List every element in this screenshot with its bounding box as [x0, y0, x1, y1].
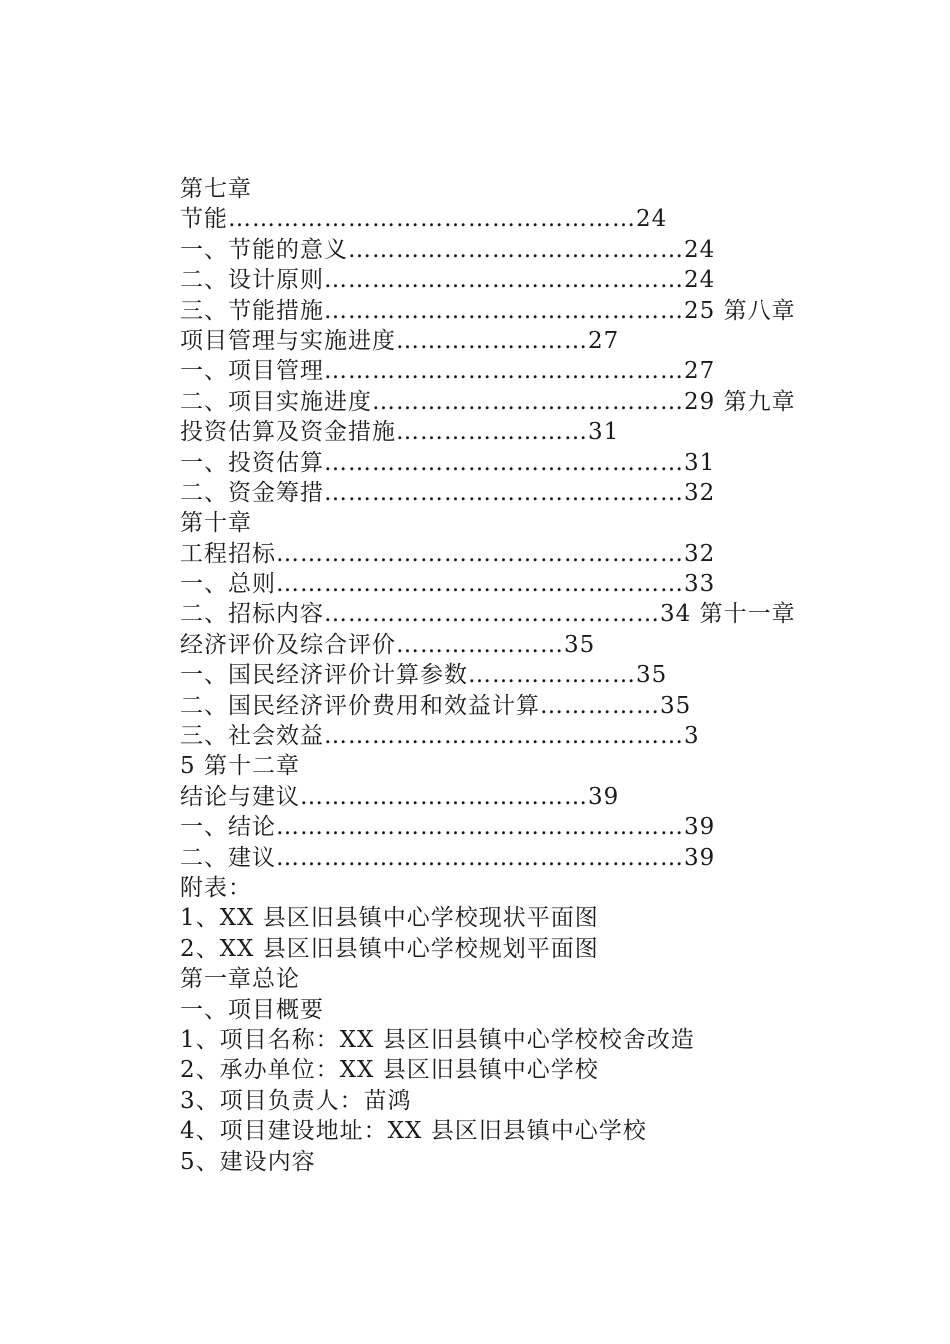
toc-entry: 二、建议……………………………………………39	[180, 844, 716, 871]
toc-entry: 投资估算及资金措施……………………31	[180, 419, 620, 446]
toc-entry: 二、国民经济评价费用和效益计算……………35	[180, 692, 692, 719]
toc-entry: 结论与建议………………………………39	[180, 783, 620, 810]
toc-entry: 三、节能措施………………………………………25 第八章	[180, 297, 796, 324]
text-line: 第十章	[180, 510, 252, 537]
toc-entry: 一、投资估算………………………………………31	[180, 449, 716, 476]
text-line: 2、XX 县区旧县镇中心学校规划平面图	[180, 935, 599, 962]
toc-entry: 节能……………………………………………24	[180, 206, 668, 233]
text-line: 第七章	[180, 176, 252, 202]
text-line: 3、项目负责人：苗鸿	[180, 1087, 412, 1114]
toc-entry: 一、项目管理………………………………………27	[180, 358, 716, 385]
toc-entry: 三、社会效益………………………………………3	[180, 723, 700, 750]
toc-entry: 经济评价及综合评价…………………35	[180, 631, 596, 658]
text-line: 附表：	[180, 874, 252, 901]
chapter-heading: 第一章总论	[180, 966, 300, 993]
toc-entry: 项目管理与实施进度……………………27	[180, 327, 620, 354]
toc-entry: 一、节能的意义……………………………………24	[180, 236, 716, 263]
toc-entry: 二、招标内容……………………………………34 第十一章	[180, 601, 796, 628]
toc-entry: 一、总则……………………………………………33	[180, 571, 716, 598]
toc-entry: 一、国民经济评价计算参数…………………35	[180, 662, 668, 689]
text-line: 5、建设内容	[180, 1148, 316, 1175]
document-text	[180, 174, 820, 1177]
toc-entry: 二、设计原则………………………………………24	[180, 267, 716, 294]
toc-entry: 工程招标……………………………………………32	[180, 540, 716, 567]
toc-entry: 二、资金筹措………………………………………32	[180, 479, 716, 506]
text-line: 1、项目名称：XX 县区旧县镇中心学校校舍改造	[180, 1026, 695, 1053]
text-line: 1、XX 县区旧县镇中心学校现状平面图	[180, 905, 599, 932]
toc-entry: 二、项目实施进度…………………………………29 第九章	[180, 388, 796, 415]
toc-entry: 一、结论……………………………………………39	[180, 814, 716, 841]
text-line: 2、承办单位：XX 县区旧县镇中心学校	[180, 1057, 599, 1084]
text-line: 5 第十二章	[180, 753, 300, 780]
section-heading: 一、项目概要	[180, 996, 324, 1023]
text-line: 4、项目建设地址：XX 县区旧县镇中心学校	[180, 1118, 647, 1145]
